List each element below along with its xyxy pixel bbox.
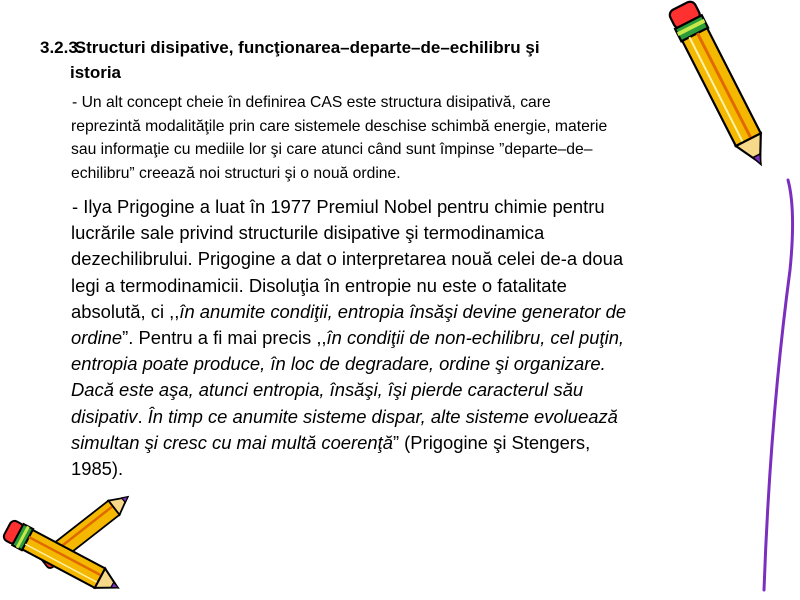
paragraph-line: sau informaţie cu mediile lor şi care atunci când sunt împinse ”departe–de– <box>71 141 593 158</box>
quote-run: ordine <box>71 327 123 349</box>
quote-run: în condiţii de non-echilibru, cel puţin, <box>326 327 625 349</box>
section-title-line1: Structuri disipative, funcţionarea–departe–de–echilibru şi <box>74 38 540 57</box>
quote-run: Dacă este aşa, atunci entropia, însăşi, îşi pierde caracterul său <box>71 379 584 401</box>
text-run: ” (Prigogine şi Stengers, <box>392 431 591 453</box>
quote-run: disipativ <box>71 405 138 427</box>
text-run: . <box>137 405 148 427</box>
text-run: absolută, ci ,, <box>71 300 180 322</box>
quote-run: simultan şi cresc cu mai multă coerenţă <box>71 431 393 453</box>
section-number: 3.2.3. <box>40 38 83 57</box>
section-title-line2: istoria <box>70 63 122 82</box>
quote-run: entropia poate produce, în loc de degradare, ordine şi organizare. <box>71 353 606 375</box>
paragraph-line: reprezintă modalităţile prin care sistemele deschise schimbă energie, materie <box>71 117 608 135</box>
text-run: ”. Pentru a fi mai precis ,, <box>122 327 327 349</box>
quote-run: În timp ce anumite sisteme dispar, alte sisteme evoluează <box>147 405 618 427</box>
paragraph-line: - Un alt concept cheie în definirea CAS este structura disipativă, care <box>72 94 551 111</box>
paragraph-line: echilibru” creează noi structuri şi o nouă ordine. <box>71 164 401 182</box>
paragraph-line: 1985). <box>71 458 124 480</box>
paragraph-line: - Ilya Prigogine a luat în 1977 Premiul Nobel pentru chimie pentru <box>72 196 605 217</box>
paragraph-line: lucrările sale privind structurile disipative şi termodinamica <box>71 222 545 244</box>
paragraph-line: legi a termodinamicii. Disoluţia în entropie nu este o fatalitate <box>71 274 567 296</box>
quote-run: în anumite condiţii, entropia însăşi devine generator de <box>179 300 627 322</box>
paragraph-line: dezechilibrului. Prigogine a dat o interpretarea nouă celei de-a doua <box>71 248 624 270</box>
